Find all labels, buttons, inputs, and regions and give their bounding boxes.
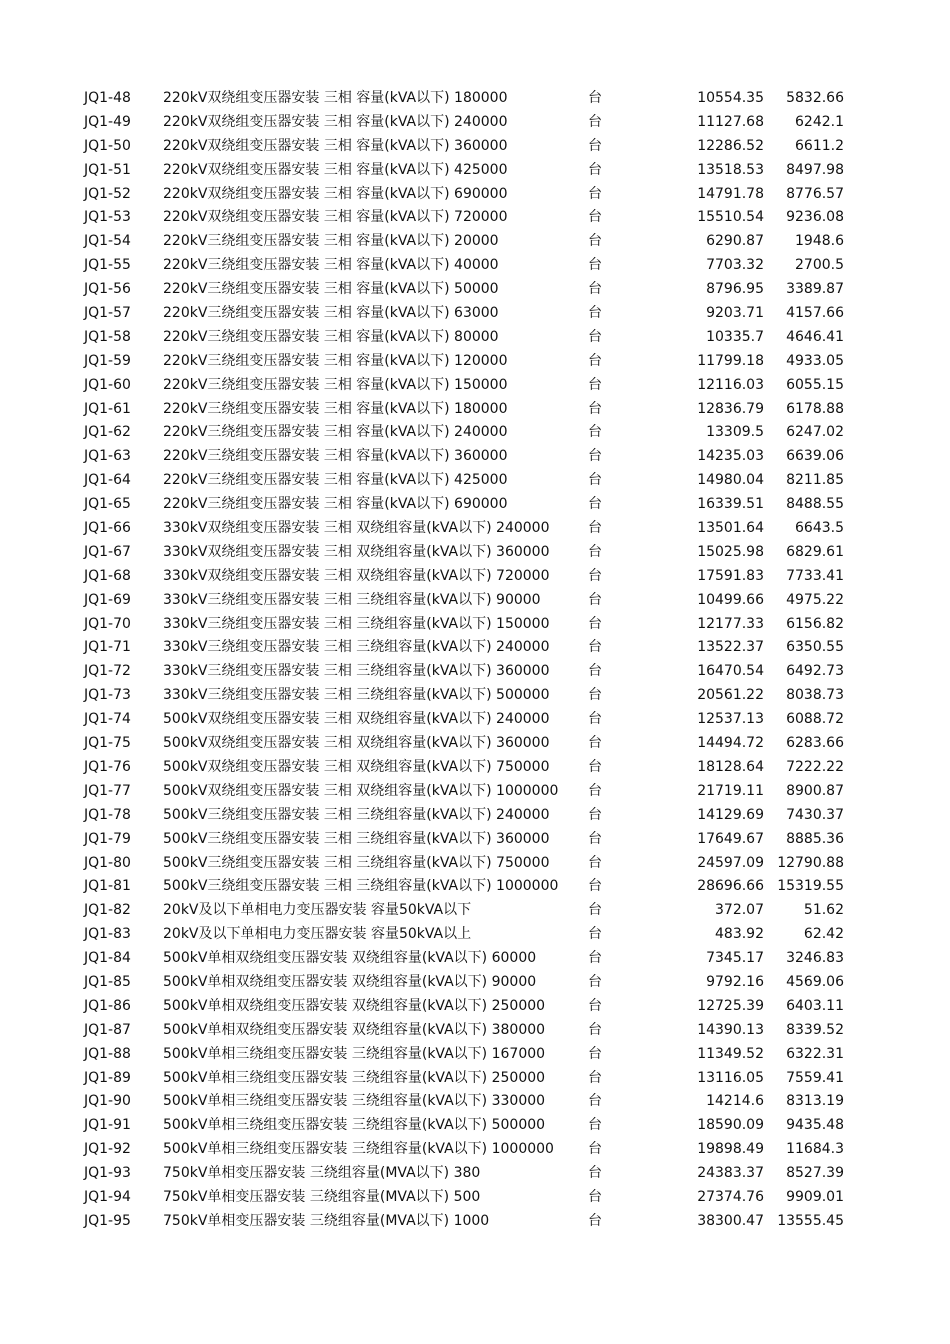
labor-cost-cell: 12790.88 (777, 854, 844, 871)
description-cell: 330kV双绕组变压器安装 三相 双绕组容量(kVA以下) 360000 (163, 543, 550, 560)
base-price-cell: 14390.13 (697, 1021, 764, 1038)
labor-cost-cell: 4975.22 (786, 591, 844, 608)
labor-cost-cell: 7559.41 (786, 1069, 844, 1086)
labor-cost-cell: 3246.83 (786, 950, 844, 967)
code-cell: JQ1-91 (84, 1117, 131, 1134)
unit-cell: 台 (588, 926, 602, 943)
unit-cell: 台 (588, 209, 602, 226)
code-cell: JQ1-93 (84, 1165, 131, 1182)
base-price-cell: 13501.64 (697, 520, 764, 537)
labor-cost-cell: 6643.5 (795, 520, 844, 537)
unit-cell: 台 (588, 1212, 602, 1229)
table-row (0, 1067, 950, 1091)
code-cell: JQ1-82 (84, 902, 131, 919)
base-price-cell: 9203.71 (706, 305, 764, 322)
description-cell: 330kV三绕组变压器安装 三相 三绕组容量(kVA以下) 360000 (163, 663, 550, 680)
base-price-cell: 14791.78 (697, 185, 764, 202)
description-cell: 750kV单相变压器安装 三绕组容量(MVA以下) 380 (163, 1165, 481, 1182)
description-cell: 220kV三绕组变压器安装 三相 容量(kVA以下) 360000 (163, 448, 508, 465)
base-price-cell: 19898.49 (697, 1141, 764, 1158)
labor-cost-cell: 6156.82 (786, 615, 844, 632)
code-cell: JQ1-51 (84, 161, 131, 178)
price-table (0, 87, 950, 1234)
base-price-cell: 13309.5 (706, 424, 764, 441)
code-cell: JQ1-64 (84, 472, 131, 489)
table-row (0, 828, 950, 852)
base-price-cell: 10499.66 (697, 591, 764, 608)
code-cell: JQ1-65 (84, 496, 131, 513)
base-price-cell: 12116.03 (697, 376, 764, 393)
labor-cost-cell: 6350.55 (786, 639, 844, 656)
labor-cost-cell: 6242.1 (795, 113, 844, 130)
table-row (0, 756, 950, 780)
table-row (0, 971, 950, 995)
code-cell: JQ1-50 (84, 137, 131, 154)
table-row (0, 469, 950, 493)
table-row (0, 804, 950, 828)
description-cell: 330kV三绕组变压器安装 三相 三绕组容量(kVA以下) 90000 (163, 591, 541, 608)
description-cell: 500kV单相双绕组变压器安装 双绕组容量(kVA以下) 250000 (163, 997, 546, 1014)
labor-cost-cell: 9435.48 (786, 1117, 844, 1134)
code-cell: JQ1-57 (84, 305, 131, 322)
unit-cell: 台 (588, 328, 602, 345)
unit-cell: 台 (588, 567, 602, 584)
table-row (0, 660, 950, 684)
table-row (0, 1186, 950, 1210)
labor-cost-cell: 8488.55 (786, 496, 844, 513)
base-price-cell: 13116.05 (697, 1069, 764, 1086)
base-price-cell: 14129.69 (697, 806, 764, 823)
code-cell: JQ1-52 (84, 185, 131, 202)
table-row (0, 541, 950, 565)
description-cell: 220kV双绕组变压器安装 三相 容量(kVA以下) 360000 (163, 137, 508, 154)
unit-cell: 台 (588, 1117, 602, 1134)
unit-cell: 台 (588, 543, 602, 560)
table-row (0, 87, 950, 111)
code-cell: JQ1-75 (84, 735, 131, 752)
table-row (0, 326, 950, 350)
table-row (0, 875, 950, 899)
description-cell: 500kV单相双绕组变压器安装 双绕组容量(kVA以下) 60000 (163, 950, 537, 967)
description-cell: 20kV及以下单相电力变压器安装 容量50kVA以上 (163, 926, 472, 943)
table-row (0, 1019, 950, 1043)
unit-cell: 台 (588, 1165, 602, 1182)
table-row (0, 565, 950, 589)
table-row (0, 780, 950, 804)
description-cell: 500kV单相三绕组变压器安装 三绕组容量(kVA以下) 250000 (163, 1069, 546, 1086)
code-cell: JQ1-90 (84, 1093, 131, 1110)
description-cell: 220kV三绕组变压器安装 三相 容量(kVA以下) 690000 (163, 496, 508, 513)
labor-cost-cell: 5832.66 (786, 90, 844, 106)
labor-cost-cell: 8527.39 (786, 1165, 844, 1182)
description-cell: 330kV三绕组变压器安装 三相 三绕组容量(kVA以下) 500000 (163, 687, 550, 704)
labor-cost-cell: 7222.22 (786, 758, 844, 775)
unit-cell: 台 (588, 758, 602, 775)
base-price-cell: 7345.17 (706, 950, 764, 967)
description-cell: 220kV三绕组变压器安装 三相 容量(kVA以下) 20000 (163, 233, 499, 250)
description-cell: 330kV双绕组变压器安装 三相 双绕组容量(kVA以下) 720000 (163, 567, 550, 584)
labor-cost-cell: 1948.6 (795, 233, 844, 250)
code-cell: JQ1-83 (84, 926, 131, 943)
description-cell: 500kV单相双绕组变压器安装 双绕组容量(kVA以下) 90000 (163, 973, 537, 990)
code-cell: JQ1-71 (84, 639, 131, 656)
code-cell: JQ1-56 (84, 281, 131, 298)
unit-cell: 台 (588, 472, 602, 489)
table-row (0, 183, 950, 207)
description-cell: 500kV三绕组变压器安装 三相 三绕组容量(kVA以下) 1000000 (163, 878, 559, 895)
unit-cell: 台 (588, 973, 602, 990)
code-cell: JQ1-55 (84, 257, 131, 274)
code-cell: JQ1-86 (84, 997, 131, 1014)
code-cell: JQ1-67 (84, 543, 131, 560)
code-cell: JQ1-95 (84, 1212, 131, 1229)
table-row (0, 1114, 950, 1138)
description-cell: 500kV双绕组变压器安装 三相 双绕组容量(kVA以下) 750000 (163, 758, 550, 775)
labor-cost-cell: 11684.3 (786, 1141, 844, 1158)
unit-cell: 台 (588, 1141, 602, 1158)
table-row (0, 684, 950, 708)
unit-cell: 台 (588, 233, 602, 250)
code-cell: JQ1-79 (84, 830, 131, 847)
unit-cell: 台 (588, 1188, 602, 1205)
labor-cost-cell: 8900.87 (786, 782, 844, 799)
table-row (0, 899, 950, 923)
base-price-cell: 11127.68 (697, 113, 764, 130)
description-cell: 500kV单相三绕组变压器安装 三绕组容量(kVA以下) 330000 (163, 1093, 546, 1110)
table-row (0, 636, 950, 660)
table-row (0, 589, 950, 613)
base-price-cell: 12537.13 (697, 711, 764, 728)
base-price-cell: 18128.64 (697, 758, 764, 775)
table-row (0, 732, 950, 756)
unit-cell: 台 (588, 639, 602, 656)
labor-cost-cell: 8776.57 (786, 185, 844, 202)
unit-cell: 台 (588, 352, 602, 369)
code-cell: JQ1-60 (84, 376, 131, 393)
table-row (0, 159, 950, 183)
base-price-cell: 15510.54 (697, 209, 764, 226)
table-row (0, 206, 950, 230)
table-row (0, 923, 950, 947)
labor-cost-cell: 6611.2 (795, 137, 844, 154)
labor-cost-cell: 8339.52 (786, 1021, 844, 1038)
base-price-cell: 12286.52 (697, 137, 764, 154)
table-row (0, 947, 950, 971)
labor-cost-cell: 8038.73 (786, 687, 844, 704)
labor-cost-cell: 8885.36 (786, 830, 844, 847)
unit-cell: 台 (588, 1069, 602, 1086)
unit-cell: 台 (588, 90, 602, 106)
table-row (0, 1162, 950, 1186)
labor-cost-cell: 6088.72 (786, 711, 844, 728)
table-row (0, 613, 950, 637)
description-cell: 220kV三绕组变压器安装 三相 容量(kVA以下) 240000 (163, 424, 508, 441)
base-price-cell: 14494.72 (697, 735, 764, 752)
base-price-cell: 372.07 (715, 902, 764, 919)
unit-cell: 台 (588, 1093, 602, 1110)
table-row (0, 708, 950, 732)
base-price-cell: 13518.53 (697, 161, 764, 178)
unit-cell: 台 (588, 1045, 602, 1062)
labor-cost-cell: 6055.15 (786, 376, 844, 393)
table-row (0, 398, 950, 422)
unit-cell: 台 (588, 687, 602, 704)
base-price-cell: 21719.11 (697, 782, 764, 799)
unit-cell: 台 (588, 400, 602, 417)
unit-cell: 台 (588, 830, 602, 847)
labor-cost-cell: 51.62 (803, 902, 844, 919)
description-cell: 500kV三绕组变压器安装 三相 三绕组容量(kVA以下) 360000 (163, 830, 550, 847)
unit-cell: 台 (588, 902, 602, 919)
code-cell: JQ1-77 (84, 782, 131, 799)
description-cell: 500kV单相三绕组变压器安装 三绕组容量(kVA以下) 1000000 (163, 1141, 554, 1158)
base-price-cell: 12725.39 (697, 997, 764, 1014)
table-row (0, 517, 950, 541)
table-row (0, 421, 950, 445)
base-price-cell: 7703.32 (706, 257, 764, 274)
base-price-cell: 6290.87 (706, 233, 764, 250)
description-cell: 330kV双绕组变压器安装 三相 双绕组容量(kVA以下) 240000 (163, 520, 550, 537)
description-cell: 500kV双绕组变压器安装 三相 双绕组容量(kVA以下) 240000 (163, 711, 550, 728)
description-cell: 220kV双绕组变压器安装 三相 容量(kVA以下) 720000 (163, 209, 508, 226)
labor-cost-cell: 2700.5 (795, 257, 844, 274)
unit-cell: 台 (588, 185, 602, 202)
labor-cost-cell: 4646.41 (786, 328, 844, 345)
description-cell: 500kV双绕组变压器安装 三相 双绕组容量(kVA以下) 360000 (163, 735, 550, 752)
table-row (0, 852, 950, 876)
table-row (0, 995, 950, 1019)
unit-cell: 台 (588, 782, 602, 799)
description-cell: 330kV三绕组变压器安装 三相 三绕组容量(kVA以下) 150000 (163, 615, 550, 632)
table-row (0, 135, 950, 159)
unit-cell: 台 (588, 496, 602, 513)
unit-cell: 台 (588, 376, 602, 393)
labor-cost-cell: 9236.08 (786, 209, 844, 226)
base-price-cell: 14214.6 (706, 1093, 764, 1110)
table-row (0, 1138, 950, 1162)
labor-cost-cell: 6492.73 (786, 663, 844, 680)
code-cell: JQ1-72 (84, 663, 131, 680)
description-cell: 500kV单相三绕组变压器安装 三绕组容量(kVA以下) 500000 (163, 1117, 546, 1134)
code-cell: JQ1-85 (84, 973, 131, 990)
description-cell: 500kV三绕组变压器安装 三相 三绕组容量(kVA以下) 240000 (163, 806, 550, 823)
unit-cell: 台 (588, 424, 602, 441)
description-cell: 220kV三绕组变压器安装 三相 容量(kVA以下) 425000 (163, 472, 508, 489)
labor-cost-cell: 4933.05 (786, 352, 844, 369)
unit-cell: 台 (588, 735, 602, 752)
code-cell: JQ1-88 (84, 1045, 131, 1062)
table-row (0, 445, 950, 469)
description-cell: 220kV三绕组变压器安装 三相 容量(kVA以下) 80000 (163, 328, 499, 345)
base-price-cell: 24383.37 (697, 1165, 764, 1182)
code-cell: JQ1-68 (84, 567, 131, 584)
table-row (0, 1043, 950, 1067)
description-cell: 500kV双绕组变压器安装 三相 双绕组容量(kVA以下) 1000000 (163, 782, 559, 799)
unit-cell: 台 (588, 448, 602, 465)
labor-cost-cell: 13555.45 (777, 1212, 844, 1229)
base-price-cell: 10554.35 (697, 90, 764, 106)
code-cell: JQ1-81 (84, 878, 131, 895)
labor-cost-cell: 9909.01 (786, 1188, 844, 1205)
description-cell: 20kV及以下单相电力变压器安装 容量50kVA以下 (163, 902, 472, 919)
code-cell: JQ1-74 (84, 711, 131, 728)
labor-cost-cell: 15319.55 (777, 878, 844, 895)
unit-cell: 台 (588, 878, 602, 895)
base-price-cell: 16470.54 (697, 663, 764, 680)
unit-cell: 台 (588, 305, 602, 322)
base-price-cell: 20561.22 (697, 687, 764, 704)
code-cell: JQ1-89 (84, 1069, 131, 1086)
base-price-cell: 27374.76 (697, 1188, 764, 1205)
base-price-cell: 16339.51 (697, 496, 764, 513)
code-cell: JQ1-61 (84, 400, 131, 417)
base-price-cell: 12836.79 (697, 400, 764, 417)
base-price-cell: 11799.18 (697, 352, 764, 369)
table-row (0, 1210, 950, 1234)
code-cell: JQ1-53 (84, 209, 131, 226)
code-cell: JQ1-84 (84, 950, 131, 967)
unit-cell: 台 (588, 281, 602, 298)
code-cell: JQ1-73 (84, 687, 131, 704)
code-cell: JQ1-58 (84, 328, 131, 345)
description-cell: 750kV单相变压器安装 三绕组容量(MVA以下) 1000 (163, 1212, 490, 1229)
labor-cost-cell: 6247.02 (786, 424, 844, 441)
unit-cell: 台 (588, 113, 602, 130)
table-row (0, 374, 950, 398)
base-price-cell: 18590.09 (697, 1117, 764, 1134)
base-price-cell: 17591.83 (697, 567, 764, 584)
code-cell: JQ1-87 (84, 1021, 131, 1038)
description-cell: 750kV单相变压器安装 三绕组容量(MVA以下) 500 (163, 1188, 481, 1205)
unit-cell: 台 (588, 806, 602, 823)
description-cell: 220kV三绕组变压器安装 三相 容量(kVA以下) 40000 (163, 257, 499, 274)
description-cell: 500kV三绕组变压器安装 三相 三绕组容量(kVA以下) 750000 (163, 854, 550, 871)
table-row (0, 230, 950, 254)
base-price-cell: 24597.09 (697, 854, 764, 871)
labor-cost-cell: 7733.41 (786, 567, 844, 584)
labor-cost-cell: 3389.87 (786, 281, 844, 298)
base-price-cell: 38300.47 (697, 1212, 764, 1229)
code-cell: JQ1-66 (84, 520, 131, 537)
table-row (0, 111, 950, 135)
labor-cost-cell: 6283.66 (786, 735, 844, 752)
table-row (0, 278, 950, 302)
labor-cost-cell: 6829.61 (786, 543, 844, 560)
description-cell: 220kV三绕组变压器安装 三相 容量(kVA以下) 50000 (163, 281, 499, 298)
unit-cell: 台 (588, 950, 602, 967)
description-cell: 220kV三绕组变压器安装 三相 容量(kVA以下) 63000 (163, 305, 499, 322)
labor-cost-cell: 6178.88 (786, 400, 844, 417)
base-price-cell: 12177.33 (697, 615, 764, 632)
code-cell: JQ1-92 (84, 1141, 131, 1158)
unit-cell: 台 (588, 257, 602, 274)
labor-cost-cell: 4157.66 (786, 305, 844, 322)
labor-cost-cell: 4569.06 (786, 973, 844, 990)
code-cell: JQ1-94 (84, 1188, 131, 1205)
labor-cost-cell: 8211.85 (786, 472, 844, 489)
code-cell: JQ1-48 (84, 90, 131, 106)
table-row (0, 493, 950, 517)
unit-cell: 台 (588, 520, 602, 537)
code-cell: JQ1-80 (84, 854, 131, 871)
labor-cost-cell: 62.42 (803, 926, 844, 943)
labor-cost-cell: 6403.11 (786, 997, 844, 1014)
code-cell: JQ1-78 (84, 806, 131, 823)
unit-cell: 台 (588, 711, 602, 728)
code-cell: JQ1-76 (84, 758, 131, 775)
table-row (0, 254, 950, 278)
description-cell: 220kV双绕组变压器安装 三相 容量(kVA以下) 425000 (163, 161, 508, 178)
base-price-cell: 11349.52 (697, 1045, 764, 1062)
labor-cost-cell: 8497.98 (786, 161, 844, 178)
unit-cell: 台 (588, 663, 602, 680)
code-cell: JQ1-62 (84, 424, 131, 441)
description-cell: 220kV三绕组变压器安装 三相 容量(kVA以下) 150000 (163, 376, 508, 393)
code-cell: JQ1-69 (84, 591, 131, 608)
description-cell: 220kV双绕组变压器安装 三相 容量(kVA以下) 240000 (163, 113, 508, 130)
code-cell: JQ1-49 (84, 113, 131, 130)
unit-cell: 台 (588, 854, 602, 871)
base-price-cell: 10335.7 (706, 328, 764, 345)
base-price-cell: 8796.95 (706, 281, 764, 298)
unit-cell: 台 (588, 615, 602, 632)
code-cell: JQ1-59 (84, 352, 131, 369)
labor-cost-cell: 8313.19 (786, 1093, 844, 1110)
base-price-cell: 483.92 (715, 926, 764, 943)
description-cell: 220kV双绕组变压器安装 三相 容量(kVA以下) 180000 (163, 90, 508, 106)
base-price-cell: 15025.98 (697, 543, 764, 560)
labor-cost-cell: 7430.37 (786, 806, 844, 823)
table-row (0, 350, 950, 374)
unit-cell: 台 (588, 1021, 602, 1038)
description-cell: 220kV双绕组变压器安装 三相 容量(kVA以下) 690000 (163, 185, 508, 202)
base-price-cell: 13522.37 (697, 639, 764, 656)
base-price-cell: 9792.16 (706, 973, 764, 990)
labor-cost-cell: 6639.06 (786, 448, 844, 465)
description-cell: 330kV三绕组变压器安装 三相 三绕组容量(kVA以下) 240000 (163, 639, 550, 656)
code-cell: JQ1-54 (84, 233, 131, 250)
unit-cell: 台 (588, 161, 602, 178)
description-cell: 500kV单相三绕组变压器安装 三绕组容量(kVA以下) 167000 (163, 1045, 546, 1062)
unit-cell: 台 (588, 137, 602, 154)
code-cell: JQ1-70 (84, 615, 131, 632)
base-price-cell: 28696.66 (697, 878, 764, 895)
description-cell: 220kV三绕组变压器安装 三相 容量(kVA以下) 120000 (163, 352, 508, 369)
description-cell: 500kV单相双绕组变压器安装 双绕组容量(kVA以下) 380000 (163, 1021, 546, 1038)
code-cell: JQ1-63 (84, 448, 131, 465)
base-price-cell: 17649.67 (697, 830, 764, 847)
base-price-cell: 14235.03 (697, 448, 764, 465)
description-cell: 220kV三绕组变压器安装 三相 容量(kVA以下) 180000 (163, 400, 508, 417)
unit-cell: 台 (588, 997, 602, 1014)
unit-cell: 台 (588, 591, 602, 608)
labor-cost-cell: 6322.31 (786, 1045, 844, 1062)
base-price-cell: 14980.04 (697, 472, 764, 489)
table-row (0, 302, 950, 326)
table-row (0, 1090, 950, 1114)
